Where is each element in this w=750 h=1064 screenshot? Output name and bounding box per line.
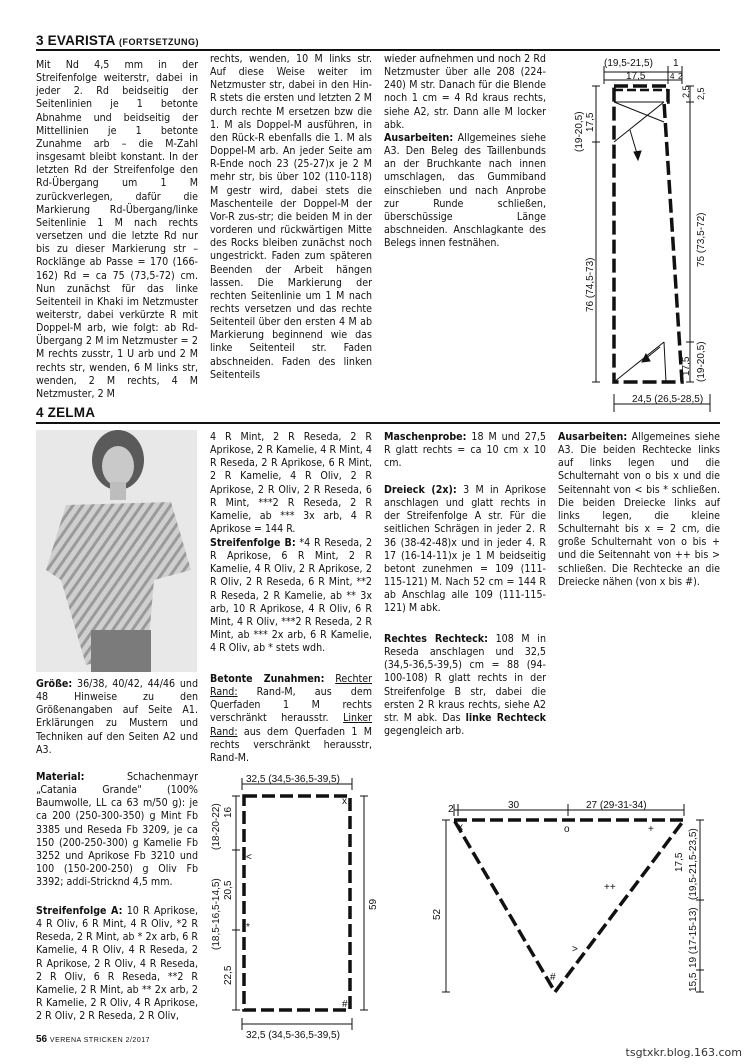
material-text: Schachenmayr „Catania Grande" (100% Baumwolle, LL ca 63 m/50 g): je ca 200 (250-300-350) g Mint Fb 3385 und Reseda Fb 3209, je ca 150 (200-250-300) g Kamelie Fb 3252 und Aprikose Fb 3210 und 100 (150-200-250) g Oliv Fb 3392; addi-Stricknd 4,5 mm.: [36, 771, 198, 889]
rechteck-label: Rechtes Rechteck:: [384, 633, 488, 645]
zelma-photo: [36, 430, 197, 672]
maschenprobe-text: 18 M und 27,5 R glatt rechts = ca 10 cm x 10 cm.: [384, 431, 546, 470]
mark-lt: <: [246, 852, 252, 863]
tri-right-top2: (19,5-21,5-23,5): [688, 828, 699, 900]
evarista-col3: [384, 53, 546, 250]
tri-mark-gt: >: [572, 944, 578, 955]
tri-mark-plus: +: [648, 824, 654, 835]
rechteck-text: 108 M in Reseda anschlagen und 32,5 (34,5-36,5-39,5) cm = 88 (94-100-108) R glatt rechts in der Streifenfolge B str, dabei die ersten 2 R kraus rechts, siehe A2 str. M abk. Das: [384, 633, 546, 724]
tri-right-top: 17,5: [674, 852, 685, 872]
tri-mark-plusplus: ++: [604, 882, 616, 893]
zelma-streifen-b: [210, 537, 372, 655]
dim-top1: (19,5-21,5): [604, 58, 653, 69]
betonte-linker-label: Linker Rand:: [210, 712, 372, 738]
tri-top-right: 27 (29-31-34): [586, 800, 647, 811]
betonte-linker-text: aus dem Querfaden 1 M rechts verschränkt herausstr, Rand-M.: [210, 725, 372, 764]
mark-hash: #: [342, 999, 348, 1010]
page-number: 56: [36, 1034, 48, 1045]
mark-star: *: [246, 922, 250, 933]
header-rule: [36, 49, 720, 51]
magazine-name: VERENA STRICKEN 2/2017: [49, 1037, 150, 1044]
mark-x: x: [342, 796, 347, 807]
dim-top2b: 4: [670, 72, 675, 81]
footer: [36, 1034, 150, 1045]
rect-left-mid: (18,5-16,5-14,5): [211, 878, 222, 950]
size-label: Größe:: [36, 678, 73, 690]
dim-top2c: 2: [678, 72, 683, 81]
dim-right1: 2,5: [681, 85, 691, 98]
streifen-a-label: Streifenfolge A:: [36, 905, 123, 917]
dim-right2: 2,5: [696, 87, 706, 100]
rect-top-dim: 32,5 (34,5-36,5-39,5): [246, 774, 340, 785]
section4-rule: [36, 422, 720, 424]
zelma-ausarbeiten-label: Ausarbeiten:: [558, 431, 628, 443]
tri-right-bot: 19 (17-15-13): [688, 907, 699, 968]
dreieck-text: 3 M in Aprikose anschlagen und glatt rechts in der Streifenfolge A str. Für die seitlichen Schrägen in jeder 2. R 36 (38-42-48)x und in jeder 4. R 17 (16-14-11)x je 1 M beidseitig betont zunehmen = 109 (111-115-121) M. Nach 52 cm = 144 R ab Anschlag alle 109 (111-115-121) M abk.: [384, 484, 546, 615]
tri-top-left: 2: [448, 804, 454, 815]
evarista-col1: Mit Nd 4,5 mm in der Streifenfolge weiterstr, dabei in jeder 2. Rd beidseitig der Seitenlinien je 1 betonte Abnahme und beidseitig der Mittellinien je 1 betonte Zunahme arb – die M-Zahl insgesamt bleibt konstant. In der letzten Rd der Streifenfolge den Rd-Übergang um 1 M zurückverlegen, dafür die Markierung Rd-Übergang/linke Seitenlinie 1 M nach rechts versetzen und die letzte Rd nur bis zu dieser Markierung str – Rocklänge ab Passe = 170 (166-162) Rd = ca 75 (73,5-72) cm. Nun zunächst für das linke Seitenteil in Khaki im Netzmuster weiterstr, dabei verkürzte R mit Doppel-M arb, wie folgt: ab Rd-Übergang 2 M im Netzmuster = 2 M rechts zusstr, 1 U arb und 2 M rechts str, wenden, 6 M links str, wenden, 2 M rechts, 4 M Netzmuster, 2 M: [36, 59, 198, 400]
zelma-streifen-a: [36, 905, 198, 1023]
material-label: Material:: [36, 771, 85, 783]
linke-rechteck-label: linke Rechteck: [465, 711, 546, 724]
streifen-b-label: Streifenfolge B:: [210, 537, 296, 549]
maschenprobe-label: Maschenprobe:: [384, 431, 467, 443]
tri-right-bot2: 15,5: [688, 972, 699, 992]
rect-left-225: 22,5: [223, 965, 234, 985]
streifen-b-text: *4 R Reseda, 2 R Aprikose, 6 R Mint, 2 R Kamelie, 4 R Oliv, 2 R Aprikose, 2 R Oliv, 2 R Reseda, 6 R Mint, **2 R Reseda, 2 R Kamelie, ab ** 3x arb, 10 R Aprikose, 4 R Oliv, 6 R Mint, 4 R Oliv, ***2 R Reseda, 2 R Mint, ab *** 2x arb, 6 R Kamelie, 4 R Oliv, ab * stets wdh.: [210, 537, 373, 655]
rect-left-top: (18-20-22): [211, 803, 222, 850]
zelma-size: [36, 678, 198, 757]
evarista-col3-text: wieder aufnehmen und noch 2 Rd Netzmuster über alle 208 (224-240) M str. Danach für die Blende noch 1 cm = 4 Rd kraus rechts, siehe A2, str. Dann alle M locker abk.: [384, 53, 546, 131]
zelma-triangle-diagram: [428, 800, 718, 1010]
section-subtitle: (FORTSETZUNG): [118, 37, 199, 47]
zelma-betonte: [210, 673, 372, 765]
betonte-label: Betonte Zunahmen:: [210, 673, 325, 685]
dim-top1b: 1: [673, 58, 679, 69]
dreieck-label: Dreieck (2x):: [384, 484, 457, 496]
ausarbeiten-label: Ausarbeiten:: [384, 131, 454, 144]
section-title-evarista: [36, 33, 199, 48]
tri-left-dim: 52: [432, 908, 443, 920]
ausarbeiten-text: Allgemeines siehe A3. Den Beleg des Taillenbunds an der Bruchkante nach innen umschlagen, das Gummiband einschieben und nach Anprobe zur Runde schließen, überschüssige Länge abschneiden. Anschlagkante des Belegs innen festnähen.: [384, 131, 546, 250]
dim-right3: 75 (73,5-72): [696, 212, 707, 267]
dim-left3: 76 (74,5-73): [585, 257, 596, 312]
watermark: tsgtxkr.blog.163.com: [625, 1046, 742, 1059]
size-text: 36/38, 40/42, 44/46 und 48 Hinweise zu den Größenangaben auf Seite A1. Erklärungen zu Mustern und Techniken auf den Seiten A2 und A3.: [36, 678, 198, 756]
section-title-zelma: 4 ZELMA: [36, 405, 96, 420]
tri-mark-x: x: [458, 822, 463, 833]
dim-left1: (19-20,5): [574, 111, 585, 152]
zelma-ausarbeiten: [558, 431, 720, 589]
tri-mark-hash: #: [550, 972, 556, 983]
zelma-col2a: 4 R Mint, 2 R Reseda, 2 R Aprikose, 2 R Kamelie, 4 R Mint, 4 R Reseda, 2 R Aprikose, 6 R Mint, 2 R Kamelie, 4 R Oliv, 2 R Aprikose, 2 R Oliv, 2 R Reseda, 6 R Mint, ***2 R Reseda, 2 R Kamelie, ab *** 3x arb, 4 R Aprikose = 144 R.: [210, 431, 372, 536]
evarista-col2: rechts, wenden, 10 M links str. Auf diese Weise weiter im Netzmuster str, dabei in den Hin-R stets die ersten und letzten 2 M durch rechte M ersetzen bzw die 1. M als Doppel-M ausführen, in den Rück-R ebenfalls die 1. M als Doppel-M arb. An jeder Seite am R-Ende noch 23 (25-27)x je 2 M mehr str, bis über 102 (110-118) M gestr wird, dabei stets die Maschenteile der Doppel-M der Vor-R zus-str; die beiden M in der vorderen und rückwärtigen Mitte des Rocks bleiben zunächst noch ungestrickt. Faden zum späteren Beenden der Arbeit hängen lassen. Die Markierung der rechten Seitenlinie um 1 M nach rechts versetzen und das rechte Seitenteil über den ersten 4 M ab Markierung beginnend wie das linke Seitenteil str. Faden abschneiden. Faden des linken Seitenteils: [210, 53, 372, 381]
zelma-dreieck: [384, 484, 546, 616]
dim-right4: 17,5: [681, 356, 692, 376]
rechteck-text2: gegengleich arb.: [384, 725, 465, 738]
zelma-ausarbeiten-text: Allgemeines siehe A3. Die beiden Rechtecke links auf links legen und die Schulternaht von o bis x und die Seitennaht von < bis * schließen. Die beiden Dreiecke links auf links legen, die kleine Schulternaht bis x = 2 cm, die große Schulternaht von o bis + und die Seitennaht von ++ bis > schließen. Die Rechtecke an die Dreiecke nähen (von x bis #).: [558, 431, 720, 588]
dim-bottom: 24,5 (26,5-28,5): [632, 394, 704, 405]
tri-mark-o: o: [564, 824, 570, 835]
section-title-text: 3 EVARISTA: [36, 33, 116, 48]
rect-left-205: 20,5: [223, 880, 234, 900]
rect-bottom-dim: 32,5 (34,5-36,5-39,5): [246, 1030, 340, 1041]
zelma-material: [36, 771, 198, 889]
dim-left2: 17,5: [585, 112, 596, 132]
zelma-maschenprobe: [384, 431, 546, 470]
streifen-a-text: 10 R Aprikose, 4 R Oliv, 6 R Mint, 4 R Oliv, *2 R Reseda, 2 R Mint, ab * 2x arb, 6 R Kamelie, 4 R Oliv, 4 R Reseda, 2 R Aprikose, 2 R Oliv, 4 R Reseda, 2 R Oliv, 6 R Reseda, **2 R Kamelie, 2 R Mint, ab ** 2x arb, 2 R Kamelie, 2 R Oliv, 4 R Aprikose, 2 R Oliv, 2 R Reseda, 2 R Oliv,: [36, 905, 198, 1023]
rect-right-dim: 59: [368, 898, 379, 910]
zelma-rectangle-diagram: [206, 770, 379, 1042]
dim-top2: 17,5: [626, 71, 646, 82]
betonte-rechter-label: Rechter Rand:: [210, 673, 372, 699]
rect-left-16: 16: [223, 806, 234, 818]
zelma-rechteck: [384, 633, 546, 738]
dim-right5: (19-20,5): [696, 341, 707, 382]
evarista-skirt-diagram: [560, 52, 730, 414]
tri-top-mid: 30: [508, 800, 520, 811]
betonte-rechter-text: Rand-M, aus dem Querfaden 1 M rechts verschränkt herausstr.: [210, 686, 372, 725]
